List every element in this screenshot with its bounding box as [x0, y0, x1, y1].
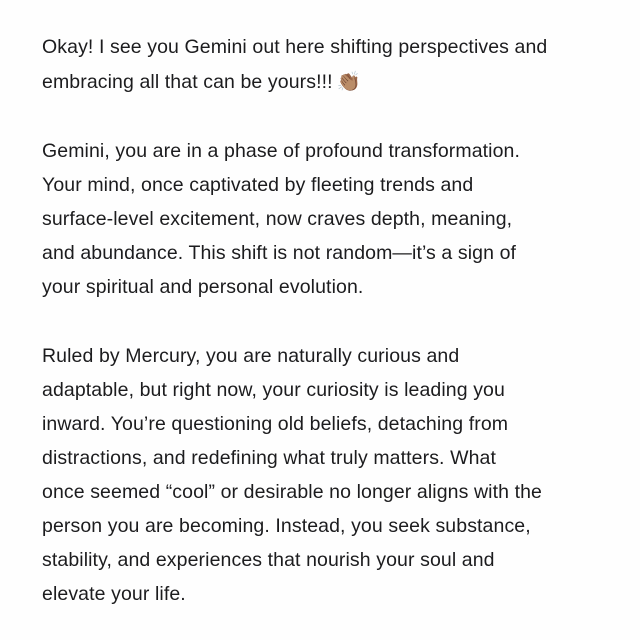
text-line: person you are becoming. Instead, you seek substance, [42, 515, 531, 537]
text-line: inward. You’re questioning old beliefs, detaching from [42, 413, 509, 435]
text-line: Okay! I see you Gemini out here shifting perspectives and [42, 36, 548, 58]
text-line: Gemini, you are in a phase of profound transformation. [42, 140, 520, 162]
text-line: distractions, and redefining what truly matters. What [42, 447, 496, 469]
text-line-with-emoji [42, 70, 361, 94]
text-line: once seemed “cool” or desirable no longer aligns with the [42, 481, 542, 503]
text-line: stability, and experiences that nourish your soul and [42, 549, 495, 571]
text-line: surface-level excitement, now craves depth, meaning, [42, 208, 513, 230]
text-line: your spiritual and personal evolution. [42, 276, 364, 298]
text-line: and abundance. This shift is not random—it’s a sign of [42, 242, 517, 264]
text-line: Ruled by Mercury, you are naturally curious and [42, 345, 460, 367]
clapping-hands-icon: 👏🏽 [336, 70, 362, 93]
text-line: embracing all that can be yours!!! [42, 71, 333, 93]
text-line: adaptable, but right now, your curiosity is leading you [42, 379, 505, 401]
text-line: Your mind, once captivated by fleeting trends and [42, 174, 474, 196]
text-line: elevate your life. [42, 583, 186, 605]
